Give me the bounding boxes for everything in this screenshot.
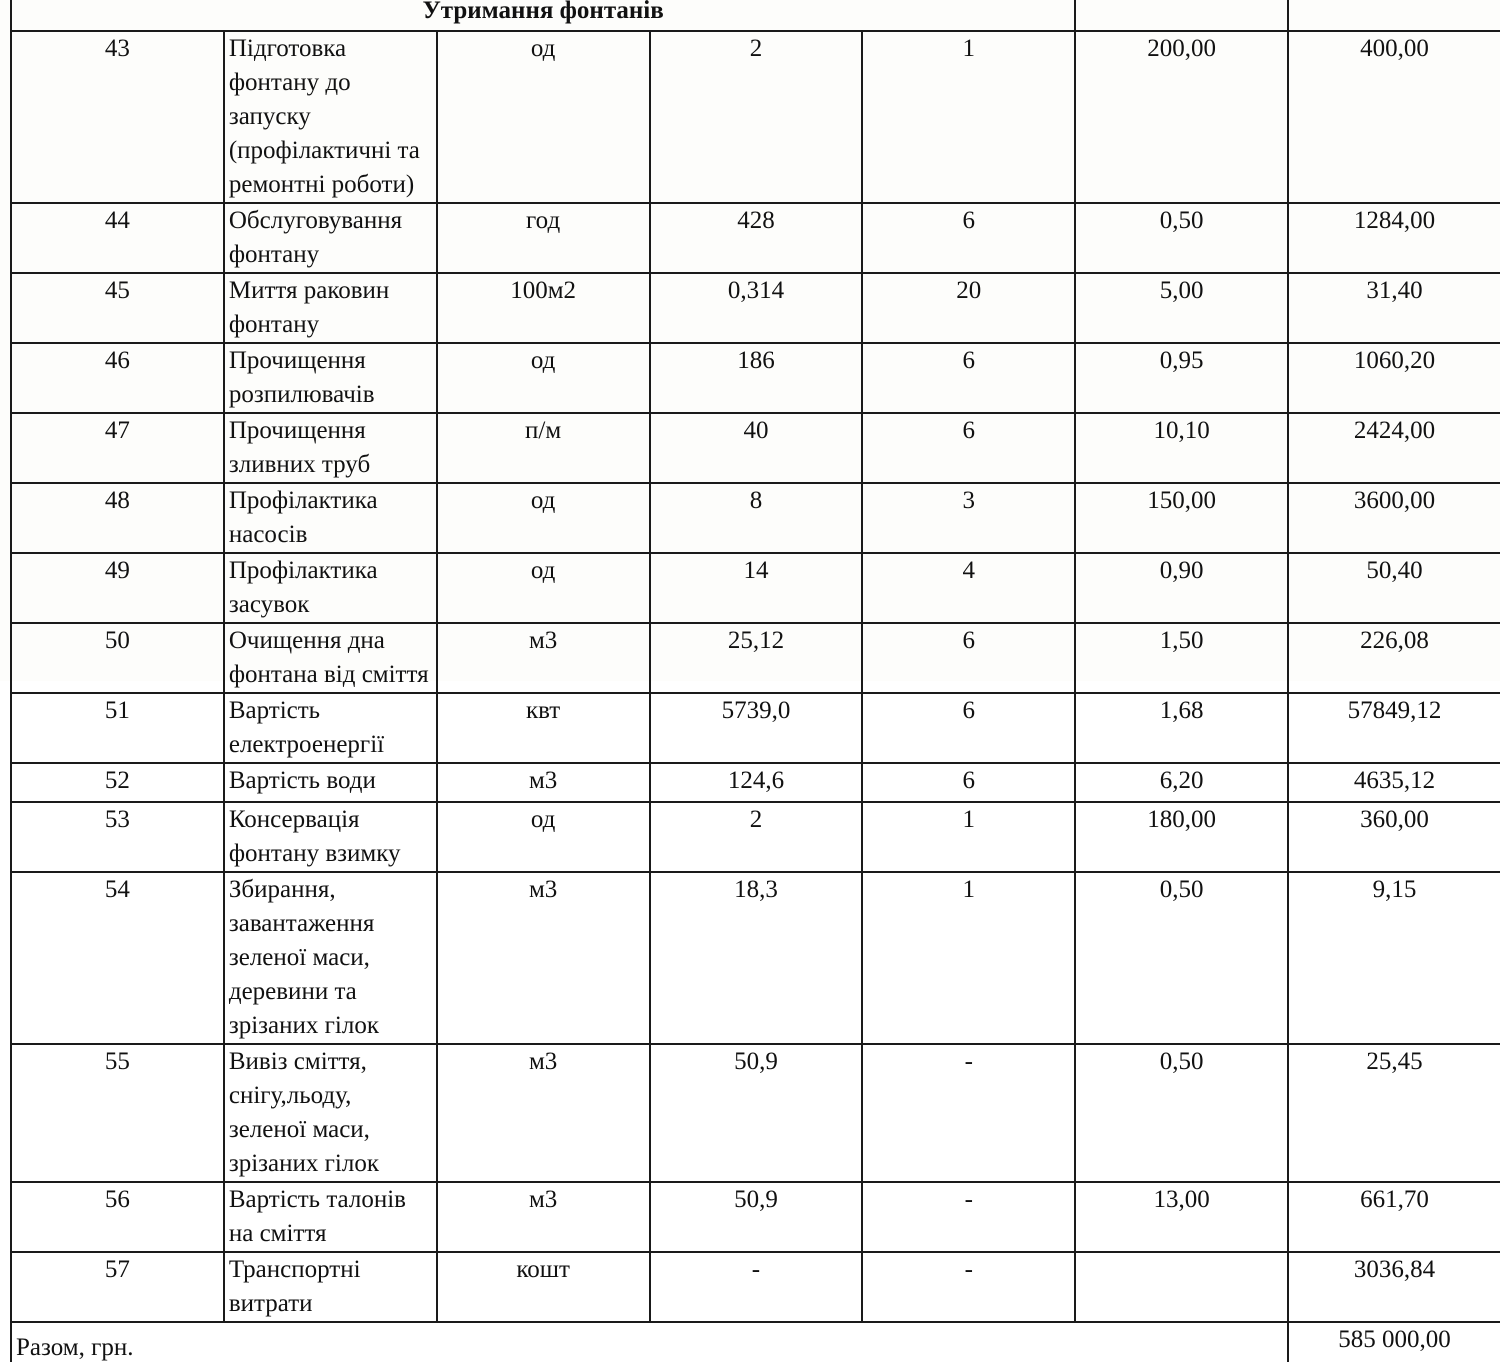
table-row [11, 483, 1500, 553]
total-row [11, 1322, 1500, 1362]
row-quantity: 8 [650, 483, 863, 553]
row-sum: 1060,20 [1288, 343, 1500, 413]
row-sum: 9,15 [1288, 872, 1500, 1044]
row-times: 1 [862, 802, 1075, 872]
row-name: Транспортні витрати [224, 1252, 437, 1322]
row-sum: 25,45 [1288, 1044, 1500, 1182]
total-value: 585 000,00 [1288, 1322, 1500, 1362]
row-number: 54 [11, 872, 224, 1044]
row-sum: 360,00 [1288, 802, 1500, 872]
row-times: 6 [862, 763, 1075, 802]
row-times: 1 [862, 31, 1075, 203]
table-row [11, 273, 1500, 343]
row-times: 3 [862, 483, 1075, 553]
row-price: 1,68 [1075, 693, 1288, 763]
row-name: Миття раковин фонтану [224, 273, 437, 343]
row-price [1075, 1252, 1288, 1322]
row-name: Обслуговування фонтану [224, 203, 437, 273]
row-price: 180,00 [1075, 802, 1288, 872]
row-unit: кошт [437, 1252, 650, 1322]
row-sum: 1284,00 [1288, 203, 1500, 273]
row-unit: квт [437, 693, 650, 763]
row-quantity: 50,9 [650, 1044, 863, 1182]
row-times: 6 [862, 203, 1075, 273]
row-unit: од [437, 553, 650, 623]
header-empty-cell [1075, 0, 1288, 31]
row-name: Очищення дна фонтана від сміття [224, 623, 437, 693]
row-name: Вартість води [224, 763, 437, 802]
row-number: 52 [11, 763, 224, 802]
row-sum: 3600,00 [1288, 483, 1500, 553]
row-quantity: 186 [650, 343, 863, 413]
row-sum: 50,40 [1288, 553, 1500, 623]
row-price: 10,10 [1075, 413, 1288, 483]
row-quantity: 428 [650, 203, 863, 273]
row-times: 1 [862, 872, 1075, 1044]
row-sum: 2424,00 [1288, 413, 1500, 483]
table-row [11, 763, 1500, 802]
row-number: 50 [11, 623, 224, 693]
row-price: 1,50 [1075, 623, 1288, 693]
row-unit: од [437, 802, 650, 872]
row-number: 46 [11, 343, 224, 413]
row-times: 6 [862, 343, 1075, 413]
row-unit: м3 [437, 763, 650, 802]
row-unit: м3 [437, 623, 650, 693]
table-row [11, 1182, 1500, 1252]
row-unit: м3 [437, 1182, 650, 1252]
row-name: Вартість електроенергії [224, 693, 437, 763]
table-row [11, 623, 1500, 693]
table-row [11, 343, 1500, 413]
table-row [11, 1044, 1500, 1182]
row-sum: 4635,12 [1288, 763, 1500, 802]
row-quantity: 50,9 [650, 1182, 863, 1252]
row-price: 0,50 [1075, 203, 1288, 273]
table-row [11, 872, 1500, 1044]
table-row [11, 693, 1500, 763]
row-name: Прочищення зливних труб [224, 413, 437, 483]
row-times: - [862, 1182, 1075, 1252]
row-sum: 57849,12 [1288, 693, 1500, 763]
row-name: Вартість талонів на сміття [224, 1182, 437, 1252]
row-number: 56 [11, 1182, 224, 1252]
table-row [11, 413, 1500, 483]
row-name: Прочищення розпилювачів [224, 343, 437, 413]
row-number: 44 [11, 203, 224, 273]
row-price: 0,50 [1075, 1044, 1288, 1182]
row-price: 0,90 [1075, 553, 1288, 623]
row-times: 4 [862, 553, 1075, 623]
row-quantity: 2 [650, 31, 863, 203]
row-name: Консервація фонтану взимку [224, 802, 437, 872]
row-times: 6 [862, 413, 1075, 483]
row-quantity: 124,6 [650, 763, 863, 802]
row-number: 47 [11, 413, 224, 483]
total-label: Разом, грн. [11, 1322, 1288, 1362]
table-row [11, 31, 1500, 203]
row-number: 49 [11, 553, 224, 623]
row-name: Вивіз сміття, снігу,льоду, зеленої маси, зрізаних гілок [224, 1044, 437, 1182]
row-name: Підготовка фонтану до запуску (профілактичні та ремонтні роботи) [224, 31, 437, 203]
row-price: 0,95 [1075, 343, 1288, 413]
row-name: Профілактика засувок [224, 553, 437, 623]
row-sum: 661,70 [1288, 1182, 1500, 1252]
section-title: Утримання фонтанів [11, 0, 1075, 31]
row-unit: год [437, 203, 650, 273]
row-quantity: 5739,0 [650, 693, 863, 763]
row-quantity: 0,314 [650, 273, 863, 343]
row-times: - [862, 1044, 1075, 1182]
header-empty-cell [1288, 0, 1500, 31]
row-quantity: 40 [650, 413, 863, 483]
row-unit: од [437, 31, 650, 203]
row-sum: 400,00 [1288, 31, 1500, 203]
row-unit: од [437, 343, 650, 413]
row-price: 13,00 [1075, 1182, 1288, 1252]
row-unit: од [437, 483, 650, 553]
row-price: 0,50 [1075, 872, 1288, 1044]
row-number: 57 [11, 1252, 224, 1322]
section-header-row [11, 0, 1500, 31]
row-number: 55 [11, 1044, 224, 1182]
table-row [11, 1252, 1500, 1322]
row-sum: 226,08 [1288, 623, 1500, 693]
row-quantity: 2 [650, 802, 863, 872]
table-row [11, 802, 1500, 872]
row-price: 200,00 [1075, 31, 1288, 203]
row-unit: м3 [437, 1044, 650, 1182]
row-number: 51 [11, 693, 224, 763]
row-unit: п/м [437, 413, 650, 483]
row-name: Профілактика насосів [224, 483, 437, 553]
row-unit: м3 [437, 872, 650, 1044]
row-times: - [862, 1252, 1075, 1322]
row-unit: 100м2 [437, 273, 650, 343]
row-quantity: 18,3 [650, 872, 863, 1044]
row-quantity: 25,12 [650, 623, 863, 693]
row-number: 45 [11, 273, 224, 343]
row-sum: 31,40 [1288, 273, 1500, 343]
row-times: 20 [862, 273, 1075, 343]
row-number: 43 [11, 31, 224, 203]
row-sum: 3036,84 [1288, 1252, 1500, 1322]
row-number: 48 [11, 483, 224, 553]
fountain-maintenance-table [10, 0, 1500, 1362]
row-quantity: - [650, 1252, 863, 1322]
row-times: 6 [862, 693, 1075, 763]
row-price: 5,00 [1075, 273, 1288, 343]
row-quantity: 14 [650, 553, 863, 623]
row-times: 6 [862, 623, 1075, 693]
table-row [11, 203, 1500, 273]
row-number: 53 [11, 802, 224, 872]
table-row [11, 553, 1500, 623]
row-name: Збирання, завантаження зеленої маси, деревини та зрізаних гілок [224, 872, 437, 1044]
row-price: 6,20 [1075, 763, 1288, 802]
row-price: 150,00 [1075, 483, 1288, 553]
